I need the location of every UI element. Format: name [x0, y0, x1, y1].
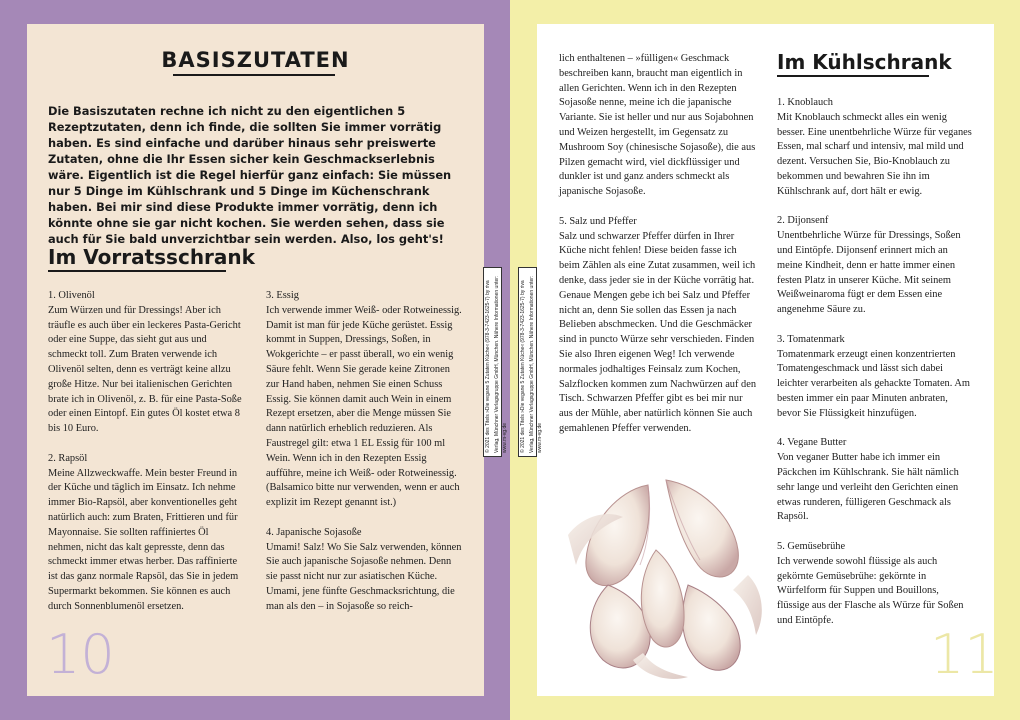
item-salz-pfeffer [559, 215, 757, 437]
sojasosse-continuation: lich enthaltenen – »fülligen« Geschmack beschreiben kann, braucht man eigentlich in allen Gerichten. Wenn ich in den Rezepten Sojasoße nenne, meine ich die japanische Variante. Sie ist heller und nur aus Sojabohnen und Weizen hergestellt, im Gegensatz zu Mushroom Soy (chinesische Sojasoße), die aus Pilzen gemacht wird, viel dickflüssiger und dunkler ist und ganz anders schmeckt als japanische Sojasoße. [559, 53, 756, 198]
item-title: 3. Essig [266, 290, 299, 301]
copyright-notice-right [518, 267, 543, 457]
garlic-clove [586, 485, 649, 586]
item-title: 5. Gemüsebrühe [777, 540, 846, 552]
item-essig [266, 289, 463, 511]
right-column-1 [559, 52, 757, 452]
item-rapsoel [48, 452, 245, 615]
title-underline [173, 74, 335, 76]
left-column-2 [266, 289, 463, 629]
item-text: Tomatenmark erzeugt einen konzentrierten Tomatengeschmack und lässt sich dabei leichter verarbeiten als gehackte Tomaten. Am besten immer ein paar Minuten anbraten, bevor Sie Flüssigkeit hinzufügen. [777, 348, 970, 419]
garlic-clove [683, 585, 741, 670]
item-title: 4. Japanische Sojasoße [266, 526, 362, 538]
copyright-text: © 2021 des Titels »Die vegane 5 Zutaten Küche« (978-3-7423-1625-7) by riva Verlag, Münchner Verlagsgruppe GmbH, München. Nähere Informationen unter: www.m-vg.de [520, 275, 543, 453]
heading-kuehlschrank: Im Kühlschrank [777, 50, 952, 74]
item-olivenoel [48, 289, 245, 437]
item-title: 3. Tomatenmark [777, 333, 845, 345]
item-gemuesebruehe [777, 540, 973, 629]
heading-underline [777, 75, 929, 77]
item-sojasosse [266, 526, 463, 615]
intro-paragraph: Die Basiszutaten rechne ich nicht zu den eigentlichen 5 Rezeptzutaten, denn ich finde, die sollten Sie immer vorrätig haben. Es sind einfache und darüber hinaus sehr preiswerte Zutaten, ohne die Ihr Essen sicher kein Geschmackserlebnis wäre. Eigentlich ist die Regel hierfür ganz einfach: Sie müssen nur 5 Dinge im Kühlschrank und 5 Dinge im Küchenschrank haben. Bei mir sind diese Produkte immer vorrätig, denn ich könnte ohne sie gar nicht kochen. Sie werden sehen, dass sie auch für Sie bald unverzichtbar sein werden. Also, los geht's! [48, 104, 452, 246]
right-column-2 [777, 96, 973, 643]
item-dijonsenf [777, 214, 973, 318]
item-text: Mit Knoblauch schmeckt alles ein wenig besser. Eine unentbehrliche Würze für veganes Essen, mal scharf und intensiv, mal mild und dezent. Versuchen Sie, Bio-Knoblauch zu bekommen und bewahren Sie ihn im Kühlschrank auf, dort hält er ewig. [777, 111, 972, 197]
item-text: Salz und schwarzer Pfeffer dürfen in Ihrer Küche nicht fehlen! Diese beiden fasse ich beim Zählen als eine Zutat zusammen, weil ich denke, dass jeder sie in der Küche vorrätig hat. Genaue Mengen gebe ich bei Salz und Pfeffer nicht an, denn Sie sollen das Essen ja nach Belieben abschmecken. Und die Geschmäcker sind in puncto Würze sehr verschieden. Finden Sie also Ihren eigenen Weg! Ich verwende normales jodhaltiges Feinsalz zum Kochen, Salzflocken kommen zum Nachwürzen auf den Tisch. Schwarzen Pfeffer gibt es bei mir nur aus der Mühle, aber natürlich können Sie auch gemahlenen Pfeffer verwenden. [559, 230, 757, 434]
item-tomatenmark [777, 333, 973, 422]
page-number-right: 11 [930, 623, 999, 686]
item-title: 5. Salz und Pfeffer [559, 215, 637, 227]
left-column-1 [48, 289, 245, 629]
item-knoblauch [777, 96, 973, 200]
item-text: Von veganer Butter habe ich immer ein Päckchen im Kühlschrank. Sie hält nämlich sehr lange und verleiht den Gerichten einen etwas runderen, fülligeren Geschmack als Rapsöl. [777, 452, 959, 523]
page-title: BASISZUTATEN [161, 48, 350, 72]
item-text: Meine Allzweckwaffe. Mein bester Freund in der Küche und täglich im Einsatz. Ich nehme immer Bio-Rapsöl, aber konventionelles geht natürlich auch: zum Braten, Frittieren und für Mayonnaise. Sie sollten raffiniertes Öl nehmen, nicht das kalt gepresste, denn das schmeckt immer etwas herber. Das raffinierte ist das ganz normale Rapsöl, das Sie in jedem Supermarkt bekommen. Sie können es auch durch Sonnenblumenöl ersetzen. [48, 467, 239, 612]
item-vegane-butter [777, 436, 973, 525]
item-text: Umami! Salz! Wo Sie Salz verwenden, können Sie auch japanische Sojasoße nehmen. Denn sie passt nicht nur zur asiatischen Küche. Umami, jene fünfte Geschmacksrichtung, die man als den – in Sojasoße so reich- [266, 541, 462, 612]
heading-vorratsschrank: Im Vorratsschrank [48, 245, 255, 269]
garlic-clove [666, 480, 738, 577]
item-title: 2. Rapsöl [48, 452, 88, 464]
copyright-notice-left [483, 267, 508, 457]
item-title: 1. Knoblauch [777, 97, 833, 108]
item-title: 1. Olivenöl [48, 290, 95, 301]
item-text: Ich verwende immer Weiß- oder Rotweinessig. Damit ist man für jede Küche gerüstet. Essig kommt in Suppen, Dressings, Soßen, in Wokgerichte – er passt überall, wo ein wenig Säure fehlt. Wenn Sie gerade keine Zitronen zur Hand haben, nehmen Sie einen Schuss Essig. Sie können damit auch Wein in einem Rezept ersetzen, aber die Menge müssen Sie dann natürlich erheblich reduzieren. Als Faustregel gilt: etwa 1 EL Essig für 100 ml Wein. Wenn ich in den Rezepten Essig aufführe, meine ich Weiß- oder Rotweinessig. (Balsamico bitte nur verwenden, wenn er auch explizit im Rezept genannt ist.) [266, 304, 462, 509]
page-number-left: 10 [46, 623, 115, 686]
item-title: 2. Dijonsenf [777, 215, 829, 227]
item-text: Zum Würzen und für Dressings! Aber ich träufle es auch über ein leckeres Pasta-Gericht oder eine Suppe, das sieht gut aus und schmeckt toll. Zum Braten verwende ich Olivenöl selten, denn es verträgt keine allzu große Hitze. Nur bei italienischen Gerichten brate ich in Olivenöl, z. B. für eine Pasta-Soße oder einen Eintopf. Ein gutes Öl kostet etwa 8 bis 10 Euro. [48, 304, 242, 435]
item-title: 4. Vegane Butter [777, 437, 847, 449]
heading-underline [48, 270, 226, 272]
item-text: Unentbehrliche Würze für Dressings, Soßen und Eintöpfe. Dijonsenf erinnert mich an meine Kindheit, denn er hatte immer einen festen Platz in unserer Küche. Mit seinem Weißweinaroma fügt er dem Essen eine angenehme Säure zu. [777, 230, 961, 316]
item-text: Ich verwende sowohl flüssige als auch gekörnte Gemüsebrühe: gekörnte in Würfelform für Suppen und Bouillons, flüssige aus der Flasche als Würze für Soßen und Eintöpfe. [777, 555, 964, 626]
garlic-icon [548, 455, 774, 687]
copyright-text: © 2021 des Titels »Die vegane 5 Zutaten Küche« (978-3-7423-1625-7) by riva Verlag, Münchner Verlagsgruppe GmbH, München. Nähere Informationen unter: www.m-vg.de [485, 275, 508, 453]
